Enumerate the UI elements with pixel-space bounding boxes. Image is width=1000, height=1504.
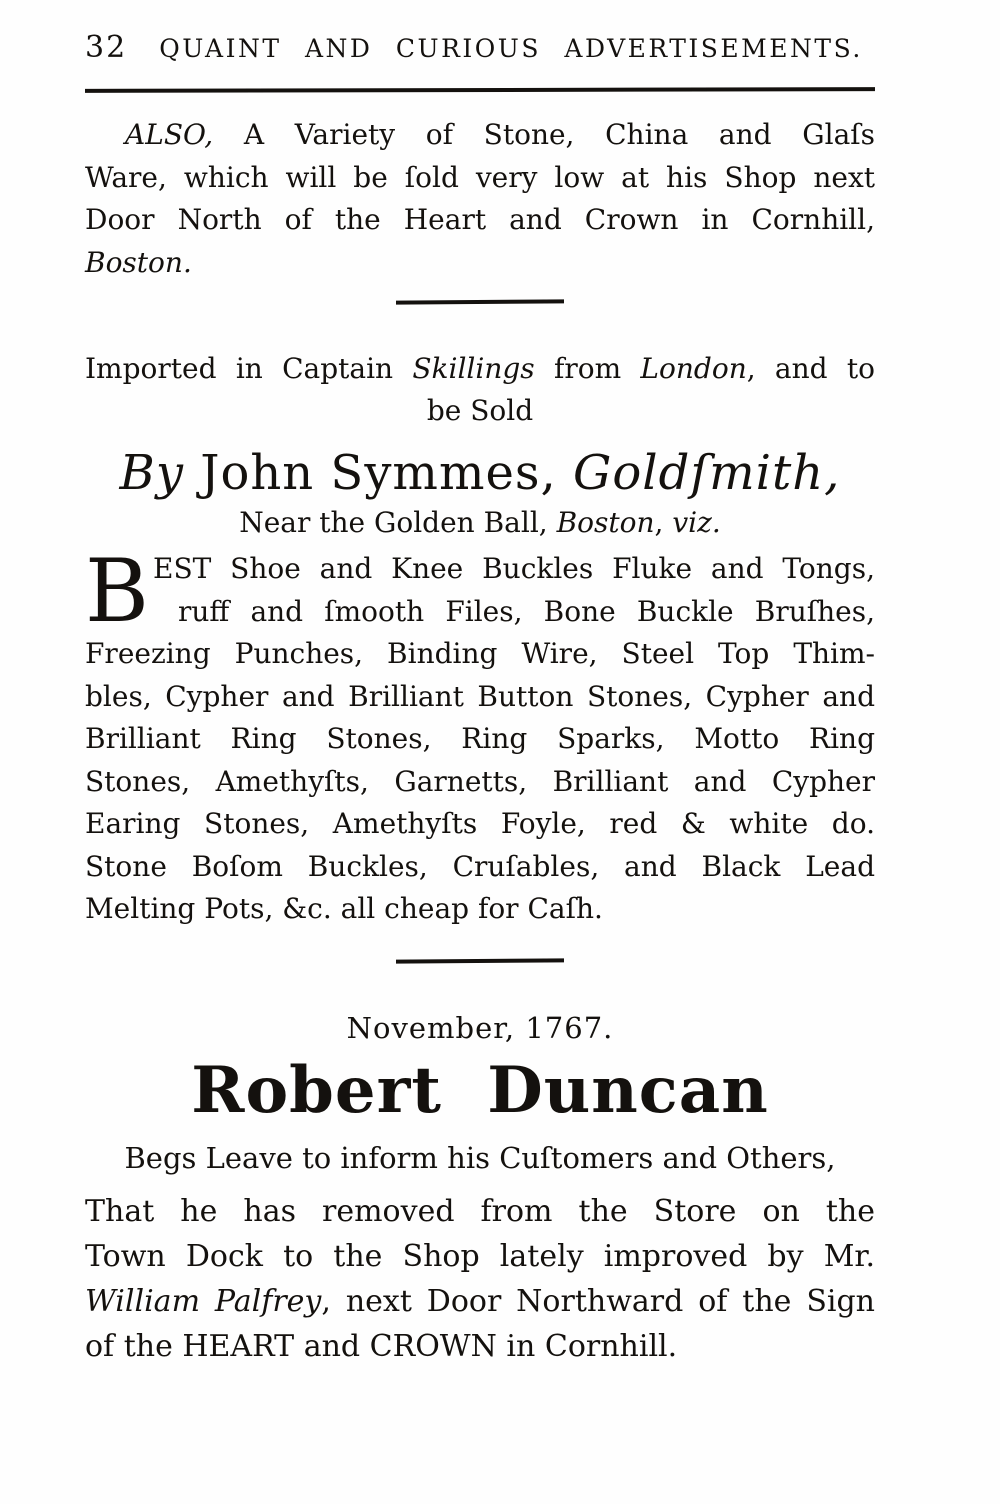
text-segment: Goldſmith, [573, 445, 841, 501]
header-rule [85, 87, 875, 93]
running-header [85, 30, 875, 70]
merchant-name-heading: Robert Duncan [191, 1052, 769, 1128]
location-line [85, 504, 875, 542]
date-line: November, 1767. [346, 1010, 614, 1045]
text-line [85, 242, 875, 285]
text-segment: London [640, 352, 747, 385]
text-segment: viz. [672, 506, 721, 539]
text-segment: A Variety of Stone, China and Glaſs [213, 118, 875, 151]
imported-heading-line [85, 348, 875, 390]
text-line: Brilliant Ring Stones, Ring Sparks, Motto Ring [85, 722, 875, 755]
byline-heading [85, 442, 875, 504]
text-segment: ALSO, [125, 118, 214, 151]
text-line: Stones, Amethyſts, Garnetts, Brilliant and Cypher [85, 764, 875, 798]
text-segment: Imported in Captain [85, 352, 413, 385]
text-line: Earing Stones, Amethyſts Foyle, red & white do. [85, 807, 875, 840]
text-line [85, 199, 875, 242]
header-title: QUAINT AND CURIOUS ADVERTISEMENTS. [159, 34, 863, 63]
text-line [85, 1324, 875, 1369]
text-line: EST Shoe and Knee Buckles Fluke and Tongs, [153, 552, 875, 585]
ad-robert-duncan [85, 1009, 875, 1369]
begs-leave-line: Begs Leave to inform his Cuſtomers and Others, [124, 1140, 836, 1175]
text-segment: from [534, 352, 641, 385]
page-content [85, 0, 875, 1369]
text-segment: Near the Golden Ball, [239, 506, 557, 539]
text-line: Stone Boſom Buckles, Cruſables, and Black Lead [85, 849, 875, 883]
text-line [85, 114, 875, 157]
text-line: ruff and ſmooth Files, Bone Buckle Bruſhes, [178, 594, 875, 628]
text-segment: Town Dock to the Shop lately improved by Mr. [85, 1238, 875, 1274]
text-segment: Ware, which will be ſold very low at his Shop next [85, 160, 875, 194]
ad-stone-china-glass [85, 114, 875, 284]
text-segment: Skillings [412, 352, 535, 385]
text-segment: That he has removed from the Store on the [85, 1193, 875, 1229]
imported-heading-line2: be Sold [426, 394, 534, 427]
text-segment: Boston. [85, 245, 192, 279]
section-divider [396, 958, 564, 963]
drop-cap: B [85, 540, 149, 642]
page-number: 32 [85, 30, 128, 65]
text-segment: By [119, 445, 201, 501]
text-segment: of the HEART and CROWN in Cornhill. [85, 1328, 678, 1364]
text-segment: Door North of the Heart and Crown in Cornhill, [85, 203, 875, 236]
section-divider [396, 299, 564, 304]
text-segment: , next Door Northward of the Sign [321, 1283, 875, 1319]
text-line [85, 157, 875, 200]
text-segment: , [654, 506, 673, 539]
ad-john-symmes [85, 348, 875, 931]
text-segment: John Symmes, [200, 445, 574, 501]
text-segment: , and to [746, 352, 875, 385]
text-line: bles, Cypher and Brilliant Button Stones, Cypher and [85, 679, 875, 713]
text-segment: William Palfrey [85, 1283, 322, 1319]
text-line: Melting Pots, &c. all cheap for Caſh. [85, 892, 603, 925]
text-line [85, 1234, 875, 1279]
duncan-body-paragraph [85, 1189, 875, 1369]
text-line [85, 1279, 875, 1324]
text-line [85, 1189, 875, 1234]
text-segment: Boston [556, 506, 655, 539]
goldsmith-body-paragraph [85, 540, 875, 931]
text-line: Freezing Punches, Binding Wire, Steel Top Thim- [85, 637, 875, 670]
